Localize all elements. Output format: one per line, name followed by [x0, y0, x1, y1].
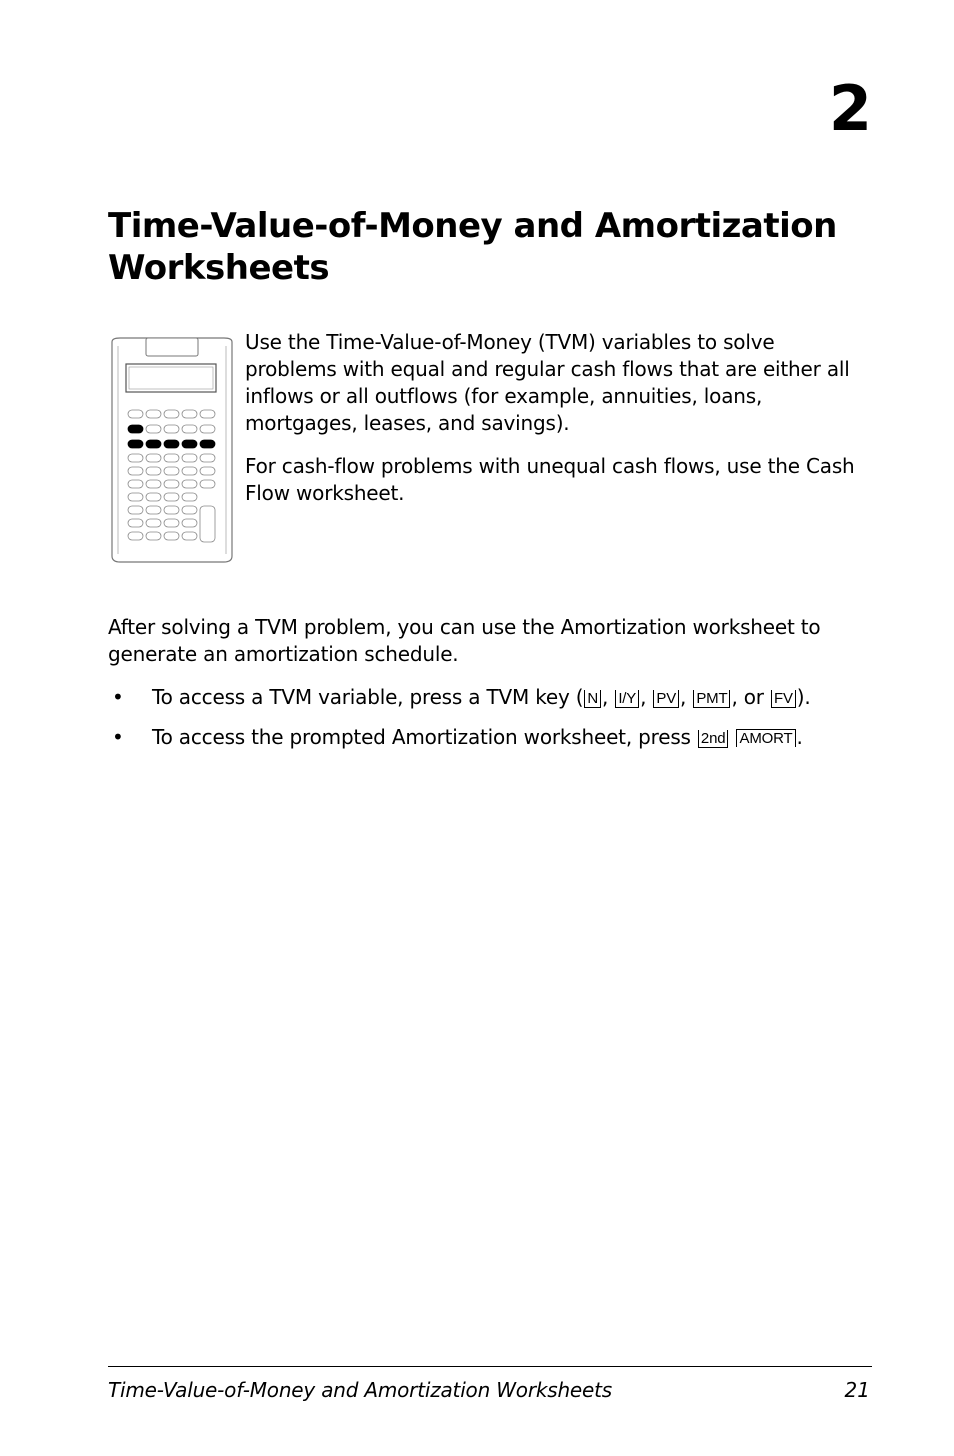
calculator-key — [146, 410, 161, 418]
calculator-key — [200, 467, 215, 475]
calculator-key — [182, 454, 197, 462]
calculator-key — [146, 532, 161, 540]
bullet-end: ). — [796, 685, 811, 709]
body-paragraph: After solving a TVM problem, you can use the Amortization worksheet to generate an amortization schedule. — [108, 615, 821, 666]
calculator-key — [128, 493, 143, 501]
intro-section — [245, 329, 870, 523]
bullet-text: To access a TVM variable, press a TVM key ( — [152, 685, 584, 709]
key-amort: AMORT — [736, 729, 797, 747]
calculator-key-dark — [146, 440, 161, 448]
calculator-key — [146, 519, 161, 527]
calculator-key — [200, 480, 215, 488]
calculator-key — [128, 467, 143, 475]
calculator-key — [128, 410, 143, 418]
key-fv: FV — [771, 690, 796, 708]
bullet-item-amortization — [108, 724, 878, 751]
calculator-key-dark — [200, 440, 215, 448]
calculator-key-dark — [128, 440, 143, 448]
calculator-key — [200, 454, 215, 462]
key-pmt: PMT — [693, 690, 730, 708]
calculator-icon — [108, 334, 236, 564]
calculator-key — [146, 506, 161, 514]
calculator-key — [164, 467, 179, 475]
calculator-key — [164, 493, 179, 501]
calculator-key — [128, 480, 143, 488]
footer-divider — [108, 1366, 872, 1367]
chapter-number: 2 — [828, 72, 872, 145]
separator: , — [640, 685, 653, 709]
calculator-key-dark — [182, 440, 197, 448]
key-n: N — [584, 690, 601, 708]
calculator-key — [164, 410, 179, 418]
separator: , — [602, 685, 615, 709]
calculator-key — [146, 467, 161, 475]
calculator-key — [182, 410, 197, 418]
calculator-key — [128, 519, 143, 527]
bullet-text: To access the prompted Amortization worksheet, press — [152, 725, 697, 749]
calculator-key — [182, 532, 197, 540]
intro-paragraph-2: For cash-flow problems with unequal cash flows, use the Cash Flow worksheet. — [245, 454, 855, 505]
calculator-key — [182, 506, 197, 514]
bullet-end: . — [796, 725, 803, 749]
page-title: Time-Value-of-Money and Amortization Worksheets — [108, 206, 837, 288]
calculator-key — [182, 519, 197, 527]
calculator-key — [164, 519, 179, 527]
calculator-key — [200, 410, 215, 418]
footer-title: Time-Value-of-Money and Amortization Worksheets — [108, 1378, 612, 1402]
separator-or: , or — [731, 685, 770, 709]
key-iy: I/Y — [615, 690, 639, 708]
calculator-key — [182, 493, 197, 501]
calculator-key — [164, 454, 179, 462]
calculator-key — [128, 454, 143, 462]
calculator-key — [164, 480, 179, 488]
calculator-key-dark — [128, 425, 143, 433]
separator: , — [680, 685, 693, 709]
bullet-icon: • — [112, 725, 124, 749]
calculator-key-enter — [200, 506, 215, 542]
key-2nd: 2nd — [698, 730, 728, 748]
calculator-key — [182, 425, 197, 433]
calculator-key — [182, 467, 197, 475]
calculator-key — [164, 532, 179, 540]
calculator-key — [146, 425, 161, 433]
calculator-key — [164, 506, 179, 514]
intro-paragraph-1: Use the Time-Value-of-Money (TVM) variables to solve problems with equal and regular cash flows that are either all inflows or all outflows (for example, annuities, loans, mortgages, leases, and savings). — [245, 330, 850, 435]
bullet-icon: • — [112, 685, 124, 709]
calculator-key — [146, 480, 161, 488]
calculator-key — [128, 506, 143, 514]
key-pv: PV — [653, 690, 679, 708]
calculator-key — [146, 493, 161, 501]
body-section — [108, 614, 878, 684]
calculator-key — [164, 425, 179, 433]
calculator-key — [200, 425, 215, 433]
calculator-key — [182, 480, 197, 488]
calculator-key — [146, 454, 161, 462]
page-number: 21 — [844, 1378, 870, 1402]
bullet-list — [108, 684, 878, 764]
calculator-key — [128, 532, 143, 540]
bullet-item-tvm-keys — [108, 684, 878, 711]
calculator-key-dark — [164, 440, 179, 448]
